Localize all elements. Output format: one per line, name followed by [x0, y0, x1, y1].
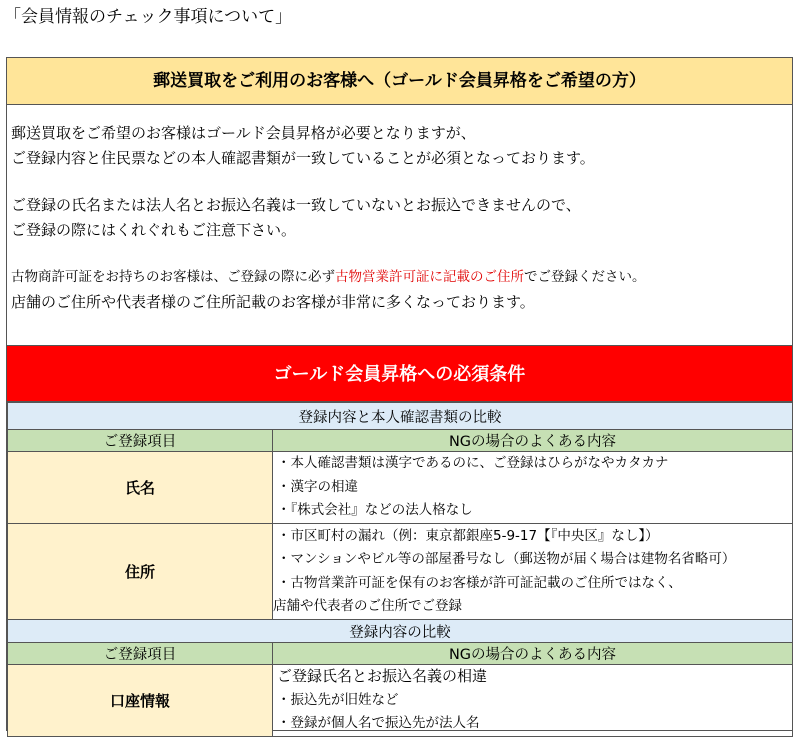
- table-row: [8, 452, 793, 524]
- row-label: 住所: [8, 524, 273, 620]
- ng-item: ・漢字の相違: [277, 478, 358, 495]
- table-row: [8, 665, 793, 737]
- ng-item: 店舗や代表者のご住所でご登録: [273, 598, 462, 614]
- ng-item: ・登録が個人名で振込先が法人名: [277, 715, 480, 731]
- intro-line: ご登録内容と住民票などの本人確認書類が一致していることが必須となっております。: [11, 149, 595, 167]
- notice-box: [6, 57, 793, 731]
- page-title: 「会員情報のチェック事項について」: [4, 7, 293, 27]
- intro-line: ご登録の氏名または法人名とお振込名義は一致していないとお振込できませんので、: [11, 196, 581, 214]
- highlighted-address-note: 古物営業許可証に記載のご住所: [335, 269, 524, 285]
- ng-item: ・『株式会社』などの法人格なし: [277, 502, 473, 519]
- intro-line: [11, 265, 788, 290]
- ng-item: ・本人確認書類は漢字であるのに、ご登録はひらがなやカタカナ: [277, 455, 669, 472]
- requirements-banner: ゴールド会員昇格への必須条件: [7, 345, 792, 402]
- table-row: [8, 524, 793, 620]
- intro-line: ご登録の際にはくれぐれもご注意下さい。: [11, 221, 297, 239]
- row-content: [273, 452, 793, 524]
- ng-item: ・振込先が旧姓など: [277, 691, 399, 708]
- ng-item: ・市区町村の漏れ（例：東京都銀座5-9-17【『中央区』なし】）: [277, 527, 659, 544]
- requirements-table: [7, 402, 793, 737]
- section-title: 登録内容の比較: [8, 620, 793, 643]
- column-header-ng: NGの場合のよくある内容: [273, 643, 793, 665]
- intro-text-segment: 古物商許可証をお持ちのお客様は、ご登録の際に必ず: [11, 269, 335, 285]
- notice-header: 郵送買取をご利用のお客様へ（ゴールド会員昇格をご希望の方）: [7, 58, 792, 105]
- section-title: 登録内容と本人確認書類の比較: [8, 403, 793, 430]
- column-header-item: ご登録項目: [8, 643, 273, 665]
- ng-item: ・古物営業許可証を保有のお客様が許可証記載のご住所ではなく、: [277, 574, 682, 591]
- row-label: 口座情報: [8, 665, 273, 737]
- intro-text-segment: でご登録ください。: [524, 269, 646, 285]
- column-header-ng: NGの場合のよくある内容: [273, 430, 793, 452]
- row-content: [273, 665, 793, 737]
- column-header-item: ご登録項目: [8, 430, 273, 452]
- ng-item: ・マンションやビル等の部屋番号なし（郵送物が届く場合は建物名省略可）: [277, 551, 736, 567]
- intro-line: 郵送買取をご希望のお客様はゴールド会員昇格が必要となりますが、: [11, 124, 476, 142]
- ng-item: ご登録氏名とお振込名義の相違: [277, 667, 488, 685]
- intro-line: 店舗のご住所や代表者様のご住所記載のお客様が非常に多くなっております。: [11, 293, 535, 311]
- row-content: [273, 524, 793, 620]
- row-label: 氏名: [8, 452, 273, 524]
- intro-text: [7, 105, 792, 315]
